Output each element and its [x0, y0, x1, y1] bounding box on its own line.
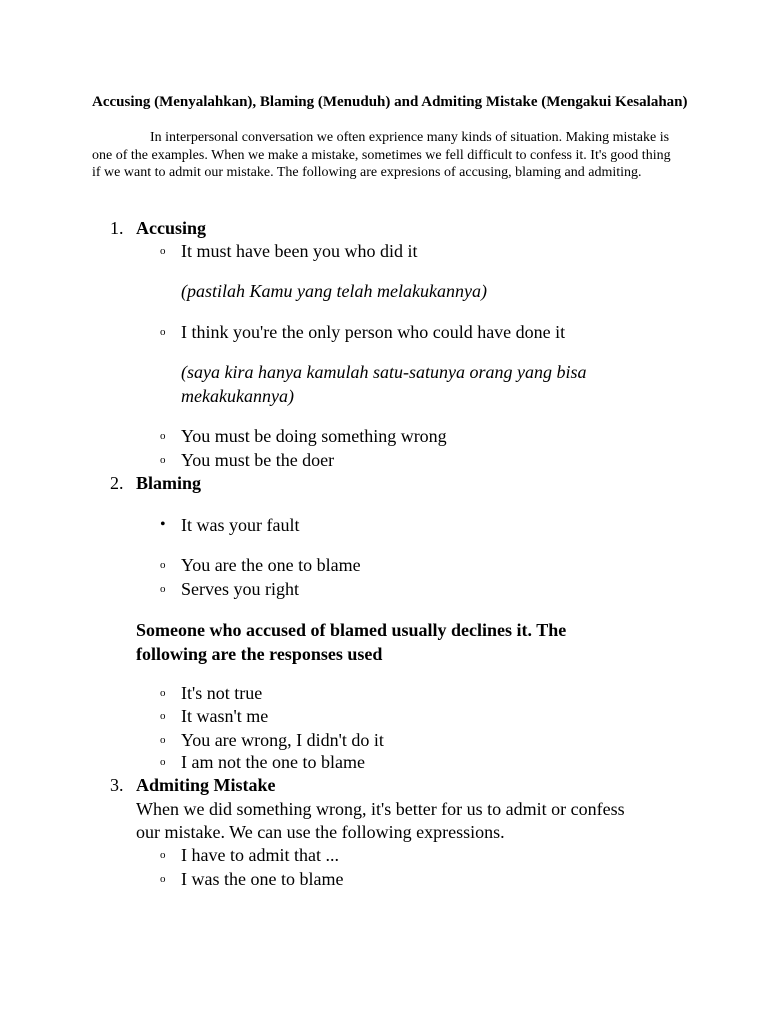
circle-bullet-icon: o [160, 734, 166, 746]
list-item-text: It must have been you who did it [181, 241, 418, 261]
list-item-text: You are wrong, I didn't do it [181, 730, 384, 750]
circle-bullet-icon: o [160, 245, 166, 257]
circle-bullet-icon: o [160, 559, 166, 571]
circle-bullet-icon: o [160, 430, 166, 442]
document-title: Accusing (Menyalahkan), Blaming (Menuduh) and Admiting Mistake (Mengakui Kesalahan) [92, 94, 688, 110]
list-item-text: It's not true [181, 683, 263, 703]
circle-bullet-icon: o [160, 873, 166, 885]
disc-bullet-icon: • [160, 516, 166, 533]
circle-bullet-icon: o [160, 710, 166, 722]
section-3-title: Admiting Mistake [136, 775, 276, 795]
section-1-title: Accusing [136, 218, 207, 238]
list-item-text: You must be the doer [181, 450, 335, 470]
section-3-paragraph: When we did something wrong, it's better for us to admit or confess our mistake. We can use the following expressions. [136, 799, 625, 842]
section-2-number: 2. [110, 473, 124, 493]
list-item-text: You must be doing something wrong [181, 426, 447, 446]
intro-text: In interpersonal conversation we often exprience many kinds of situation. Making mistake is one of the examples. When we make a mistake, sometimes we fell difficult to confess it. It's good thing if we want to admit our mistake. The following are expresions of accusing, blaming and admiting. [92, 130, 671, 180]
list-item-text: It wasn't me [181, 706, 269, 726]
list-item-text: Serves you right [181, 579, 299, 599]
translation-text: (pastilah Kamu yang telah melakukannya) [181, 281, 487, 301]
translation-text: (saya kira hanya kamulah satu-satunya orang yang bisa mekakukannya) [181, 362, 587, 406]
circle-bullet-icon: o [160, 687, 166, 699]
section-3-number: 3. [110, 775, 124, 795]
circle-bullet-icon: o [160, 326, 166, 338]
list-item-text: I am not the one to blame [181, 752, 365, 772]
list-item-text: It was your fault [181, 515, 300, 535]
response-heading: Someone who accused of blamed usually declines it. The following are the responses used [136, 620, 567, 664]
intro-paragraph [92, 129, 682, 182]
section-1-number: 1. [110, 218, 124, 238]
list-item-text: I have to admit that ... [181, 845, 339, 865]
list-item-text: I think you're the only person who could have done it [181, 322, 566, 342]
list-item-text: I was the one to blame [181, 869, 344, 889]
circle-bullet-icon: o [160, 756, 166, 768]
section-2-title: Blaming [136, 473, 202, 493]
circle-bullet-icon: o [160, 454, 166, 466]
circle-bullet-icon: o [160, 849, 166, 861]
circle-bullet-icon: o [160, 583, 166, 595]
list-item-text: You are the one to blame [181, 555, 361, 575]
